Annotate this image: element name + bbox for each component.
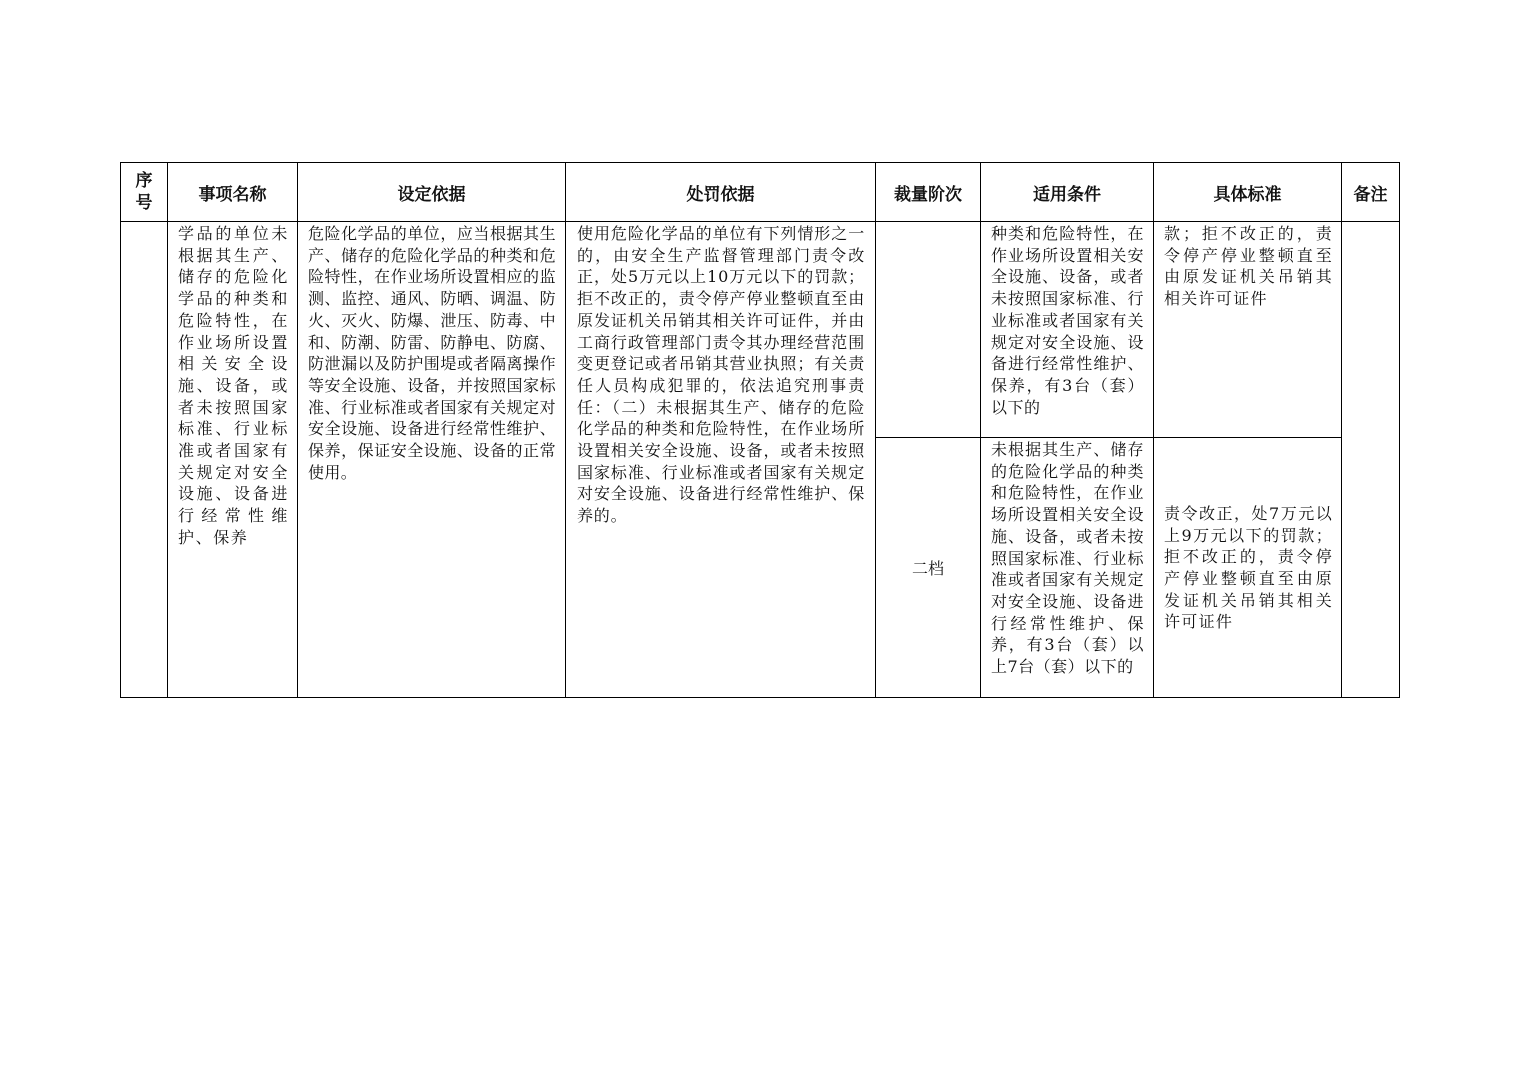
tier-cell-2: 二档: [876, 438, 981, 698]
table-header-row: [121, 163, 1400, 222]
discretion-standard-table: [120, 162, 1400, 698]
standard-text-2: 责令改正，处7万元以上9万元以下的罚款；拒不改正的，责令停产停业整顿直至由原发证机关吊销其相关许可证件: [1164, 503, 1333, 632]
header-item-name: 事项名称: [168, 163, 298, 222]
header-remark: 备注: [1342, 163, 1400, 222]
tier-cell-1: [876, 222, 981, 438]
seq-cell: [121, 222, 168, 698]
basis-text: 危险化学品的单位，应当根据其生产、储存的危险化学品的种类和危险特性，在作业场所设置相应的监测、监控、通风、防晒、调温、防火、灭火、防爆、泄压、防毒、中和、防潮、防雷、防静电、防腐、防泄漏以及防护围堤或者隔离操作等安全设施、设备，并按照国家标准、行业标准或者国家有关规定对安全设施、设备进行经常性维护、保养，保证安全设施、设备的正常使用。: [308, 224, 556, 482]
remark-cell: [1342, 222, 1400, 698]
standard-cell-1: [1154, 222, 1342, 438]
item-name-cell: [168, 222, 298, 698]
standard-text-1: 款；拒不改正的，责令停产停业整顿直至由原发证机关吊销其相关许可证件: [1164, 224, 1333, 309]
penalty-basis-text: 使用危险化学品的单位有下列情形之一的，由安全生产监督管理部门责令改正，处5万元以上10万元以下的罚款；拒不改正的，责令停产停业整顿直至由原发证机关吊销其相关许可证件，并由工商行政管理部门责令其办理经营范围变更登记或者吊销其营业执照；有关责任人员构成犯罪的，依法追究刑事责任：（二）未根据其生产、储存的危险化学品的种类和危险特性，在作业场所设置相关安全设施、设备，或者未按照国家标准、行业标准或者国家有关规定对安全设施、设备进行经常性维护、保养的。: [577, 224, 865, 526]
condition-cell-1: [981, 222, 1154, 438]
header-standard: 具体标准: [1154, 163, 1342, 222]
table-row: [121, 222, 1400, 438]
header-basis: 设定依据: [298, 163, 566, 222]
header-seq: 序号: [121, 163, 168, 222]
basis-cell: [298, 222, 566, 698]
condition-cell-2: [981, 438, 1154, 698]
header-tier: 裁量阶次: [876, 163, 981, 222]
condition-text-1: 种类和危险特性，在作业场所设置相关安全设施、设备，或者未按照国家标准、行业标准或者国家有关规定对安全设施、设备进行经常性维护、保养，有3台（套）以下的: [991, 224, 1144, 417]
header-condition: 适用条件: [981, 163, 1154, 222]
condition-text-2: 未根据其生产、储存的危险化学品的种类和危险特性，在作业场所设置相关安全设施、设备，或者未按照国家标准、行业标准或者国家有关规定对安全设施、设备进行经常性维护、保养，有3台（套）以上7台（套）以下的: [991, 440, 1144, 677]
header-penalty-basis: 处罚依据: [566, 163, 876, 222]
item-name-text: 学品的单位未根据其生产、储存的危险化学品的种类和危险特性，在作业场所设置相关安全设施、设备，或者未按照国家标准、行业标准或者国家有关规定对安全设施、设备进行经常性维护、保养: [178, 224, 289, 547]
penalty-basis-cell: [566, 222, 876, 698]
standard-cell-2: [1154, 438, 1342, 698]
